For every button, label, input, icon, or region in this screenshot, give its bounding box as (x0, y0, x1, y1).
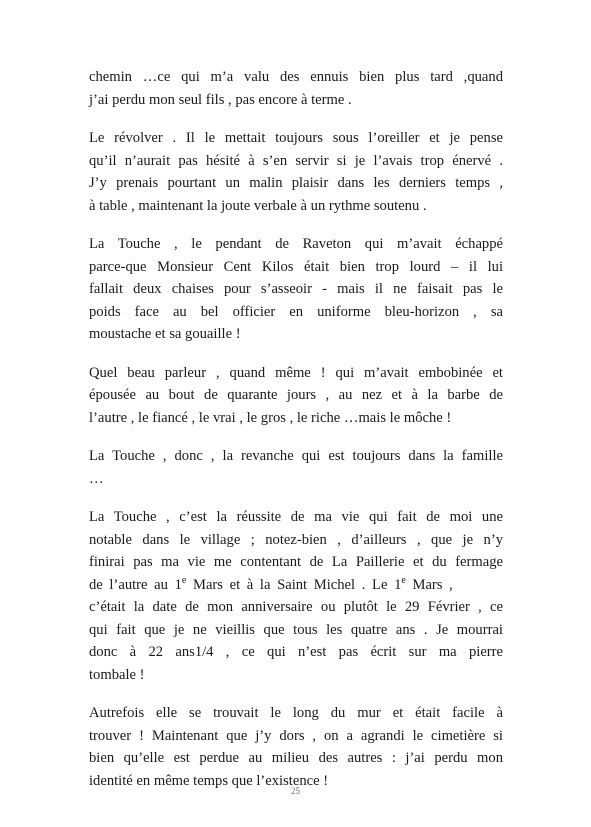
text-line: poids face au bel officier en uniforme bleu-horizon , sa (89, 303, 503, 320)
text-line: trouver ! Maintenant que j’y dors , on a agrandi le cimetière si (89, 727, 503, 744)
text-line: J’y prenais pourtant un malin plaisir dans les derniers temps , (89, 175, 503, 191)
text-line: … (89, 470, 104, 487)
paragraph (89, 127, 503, 217)
text-line: La Touche , c’est la réussite de ma vie qui fait de moi une (89, 509, 503, 525)
text-line: l’autre , le fiancé , le vrai , le gros , le riche …mais le môche ! (89, 409, 452, 426)
text-line: j’ai perdu mon seul fils , pas encore à terme . (89, 91, 352, 108)
text-line: La Touche , le pendant de Raveton qui m’avait échappé (89, 236, 503, 252)
text-line: finirai pas ma vie me contentant de La Paillerie et du fermage (89, 554, 503, 570)
page-number: 25 (291, 786, 300, 796)
text-line: fallait deux chaises pour s’asseoir - mais il ne faisait pas le (89, 281, 503, 297)
text-line: tombale ! (89, 666, 145, 683)
text-line: bien qu’elle est perdue au milieu des autres : j’ai perdu mon (89, 750, 503, 766)
text-line: Quel beau parleur , quand même ! qui m’avait embobinée et (89, 364, 503, 381)
text-line: qui fait que je ne vieillis que tous les quatre ans . Je mourrai (89, 621, 503, 638)
paragraph (89, 362, 503, 430)
text-line: identité en même temps que l’existence ! (89, 772, 329, 789)
text-line: Autrefois elle se trouvait le long du mur et était facile à (89, 705, 503, 721)
text-line: c’était la date de mon anniversaire ou plutôt le 29 Février , ce (89, 599, 503, 615)
paragraph (89, 445, 503, 490)
document-page (89, 66, 503, 808)
text-line: La Touche , donc , la revanche qui est toujours dans la famille (89, 448, 503, 464)
paragraph (89, 506, 503, 686)
text-line: épousée au bout de quarante jours , au nez et à la barbe de (89, 387, 503, 403)
paragraph (89, 66, 503, 111)
text-line (89, 574, 503, 597)
text-line: donc à 22 ans1/4 , ce qui n’est pas écrit sur ma pierre (89, 644, 503, 660)
superscript: e (401, 574, 406, 586)
text-line: parce-que Monsieur Cent Kilos était bien trop lourd – il lui (89, 258, 503, 275)
text-segment: Mars et à la Saint Michel . Le 1 (186, 576, 402, 593)
text-line: moustache et sa gouaille ! (89, 326, 241, 342)
text-line: Le révolver . Il le mettait toujours sous l’oreiller et je pense (89, 130, 503, 146)
superscript: e (181, 574, 187, 586)
text-segment: de l’autre au 1 (89, 576, 182, 593)
text-line: qu’il n’aurait pas hésité à s’en servir si je l’avais trop énervé . (89, 152, 503, 169)
text-line: notable dans le village ; notez-bien , d’ailleurs , que je n’y (89, 531, 503, 548)
paragraph (89, 702, 503, 792)
text-segment: Mars , (405, 576, 453, 593)
paragraph (89, 233, 503, 346)
text-line: chemin …ce qui m’a valu des ennuis bien plus tard ,quand (89, 69, 503, 85)
text-line: à table , maintenant la joute verbale à un rythme soutenu . (89, 197, 427, 214)
